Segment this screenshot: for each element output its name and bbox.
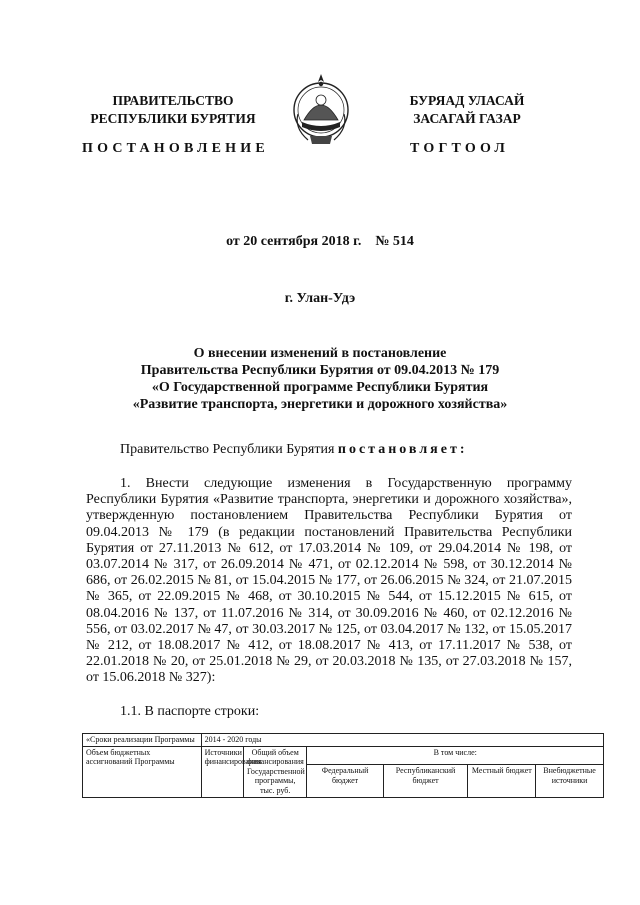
table-cell: 2014 - 2020 годы <box>201 734 603 747</box>
table-cell: «Сроки реализации Программы <box>83 734 202 747</box>
intro-prefix: Правительство Республики Бурятия <box>120 442 335 457</box>
table-cell: Общий объем финансирования Государственной программы, тыс. руб. <box>243 746 307 797</box>
title-line3: «О Государственной программе Республики Бурятия <box>151 380 489 395</box>
intro-paragraph <box>120 442 468 458</box>
doc-type-right: ТОГТООЛ <box>410 141 510 156</box>
table-cell: Федеральный бюджет <box>307 765 383 798</box>
doc-type-left: ПОСТАНОВЛЕНИЕ <box>82 141 269 156</box>
table-cell: Местный бюджет <box>468 765 536 798</box>
intro-decree-word: постановляет: <box>337 442 468 457</box>
header-right-line2: ЗАСАГАЙ ГАЗАР <box>413 111 521 126</box>
table-cell: Внебюджетные источники <box>536 765 604 798</box>
decree-date-number: от 20 сентября 2018 г. № 514 <box>226 234 414 249</box>
header-left-line1: ПРАВИТЕЛЬСТВО <box>112 93 234 108</box>
header-right <box>362 92 572 128</box>
header-left <box>68 92 278 128</box>
header-right-line1: БУРЯАД УЛАСАЙ <box>409 93 525 108</box>
item-1-text: 1. Внести следующие изменения в Государственную программу Республики Бурятия «Развитие транспорта, энергетики и дорожного хозяйства», утвержденную постановлением Правительства Республики Бурятия от 09.04.2013 № 179 (в редакции постановлений Правительства Республики Бурятия от 27.11.2013 № 612, от 17.03.2014 № 109, от 29.04.2014 № 198, от 03.07.2014 № 317, от 26.09.2014 № 471, от 02.12.2014 № 598, от 30.12.2014 № 686, от 26.02.2015 № 81, от 15.04.2015 № 177, от 26.06.2015 № 324, от 21.07.2015 № 365, от 22.09.2015 № 468, от 30.10.2015 № 544, от 15.12.2015 № 615, от 08.04.2016 № 137, от 11.07.2016 № 314, от 30.09.2016 № 460, от 02.12.2016 № 556, от 03.02.2017 № 47, от 30.03.2017 № 125, от 03.04.2017 № 132, от 15.05.2017 № 212, от 18.08.2017 № 412, от 18.08.2017 № 413, от 17.11.2017 № 538, от 22.01.2018 № 20, от 25.01.2018 № 29, от 20.03.2018 № 135, от 27.03.2018 № 157, от 15.06.2018 № 327): <box>86 476 572 686</box>
title-line4: «Развитие транспорта, энергетики и дорожного хозяйства» <box>132 397 508 412</box>
item-1-1-paragraph: 1.1. В паспорте строки: <box>120 704 260 719</box>
decree-city: г. Улан-Удэ <box>284 291 356 306</box>
passport-table <box>82 733 604 798</box>
table-cell: Объем бюджетных ассигнований Программы <box>83 746 202 797</box>
coat-of-arms-emblem <box>290 70 352 150</box>
title-line1: О внесении изменений в постановление <box>193 346 447 361</box>
table-cell: Источники финансирования <box>201 746 243 797</box>
item-1-paragraph <box>86 476 572 687</box>
table-cell: Республиканский бюджет <box>383 765 468 798</box>
table-cell: В том числе: <box>307 746 604 764</box>
header-left-line2: РЕСПУБЛИКИ БУРЯТИЯ <box>90 111 256 126</box>
table-row <box>83 746 604 764</box>
decree-title <box>0 345 640 413</box>
title-line2: Правительства Республики Бурятия от 09.04.2013 № 179 <box>140 363 500 378</box>
table-row <box>83 734 604 747</box>
